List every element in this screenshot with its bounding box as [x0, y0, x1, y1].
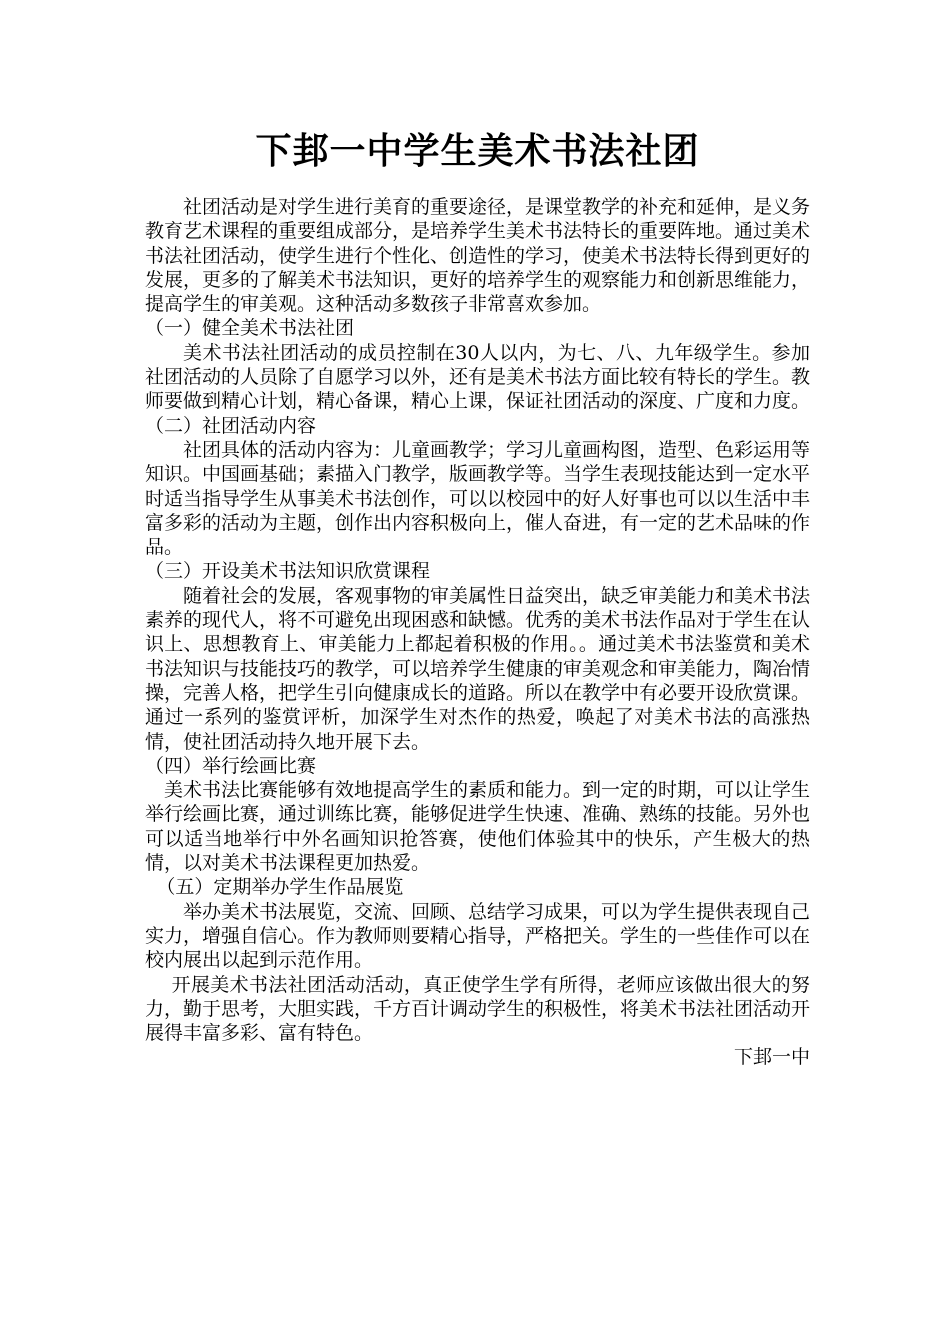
section-text-5: 举办美术书法展览，交流、回顾、总结学习成果，可以为学生提供表现自己实力，增强自信心。作为教师则要精心指导，严格把关。学生的一些佳作可以在校内展出以起到示范作用。	[145, 900, 811, 972]
document-page	[145, 125, 810, 1070]
section-text-2: 社团具体的活动内容为：儿童画教学；学习儿童画构图，造型、色彩运用等知识。中国画基础；素描入门教学，版画教学等。当学生表现技能达到一定水平时适当指导学生从事美术书法创作，可以以校园中的好人好事也可以以生活中丰富多彩的活动为主题，创作出内容积极向上，催人奋进，有一定的艺术品味的作品。	[145, 438, 811, 559]
section-text-1: 美术书法社团活动的成员控制在30人以内，为七、八、九年级学生。参加社团活动的人员除了自愿学习以外，还有是美术书法方面比较有特长的学生。教师要做到精心计划，精心备课，精心上课，保证社团活动的深度、广度和力度。	[145, 341, 811, 413]
section-heading-5: （五）定期举办学生作品展览	[156, 876, 404, 899]
section-heading-4: （四）举行绘画比赛	[145, 754, 317, 777]
section-heading-2: （二）社团活动内容	[145, 414, 317, 437]
section-text-4: 美术书法比赛能够有效地提高学生的素质和能力。到一定的时期，可以让学生举行绘画比赛，通过训练比赛，能够促进学生快速、准确、熟练的技能。另外也可以适当地举行中外名画知识抢答赛，使他们体验其中的快乐，产生极大的热情，以对美术书法课程更加热爱。	[145, 779, 811, 875]
intro-paragraph: 社团活动是对学生进行美育的重要途径，是课堂教学的补充和延伸，是义务教育艺术课程的重要组成部分，是培养学生美术书法特长的重要阵地。通过美术书法社团活动，使学生进行个性化、创造性的学习，使美术书法特长得到更好的发展，更多的了解美术书法知识，更好的培养学生的观察能力和创新思维能力，提高学生的审美观。这种活动多数孩子非常喜欢参加。	[145, 196, 811, 316]
section-heading-1: （一）健全美术书法社团	[145, 317, 355, 340]
document-body	[145, 195, 810, 1070]
section-text-3: 随着社会的发展，客观事物的审美属性日益突出，缺乏审美能力和美术书法素养的现代人，将不可避免出现困惑和缺憾。优秀的美术书法作品对于学生在认识上、思想教育上、审美能力上都起着积极的作用。。通过美术书法鉴赏和美术书法知识与技能技巧的教学，可以培养学生健康的审美观念和审美能力，陶冶情操，完善人格，把学生引向健康成长的道路。所以在教学中有必要开设欣赏课。通过一系列的鉴赏评析，加深学生对杰作的热爱，唤起了对美术书法的高涨热情，使社团活动持久地开展下去。	[145, 584, 811, 753]
section-heading-3: （三）开设美术书法知识欣赏课程	[145, 560, 431, 583]
signature: 下邽一中	[733, 1046, 810, 1069]
conclusion-paragraph: 开展美术书法社团活动活动，真正使学生学有所得，老师应该做出很大的努力，勤于思考，大胆实践，千方百计调动学生的积极性，将美术书法社团活动开展得丰富多彩、富有特色。	[145, 973, 811, 1045]
document-title: 下邽一中学生美术书法社团	[255, 130, 700, 172]
